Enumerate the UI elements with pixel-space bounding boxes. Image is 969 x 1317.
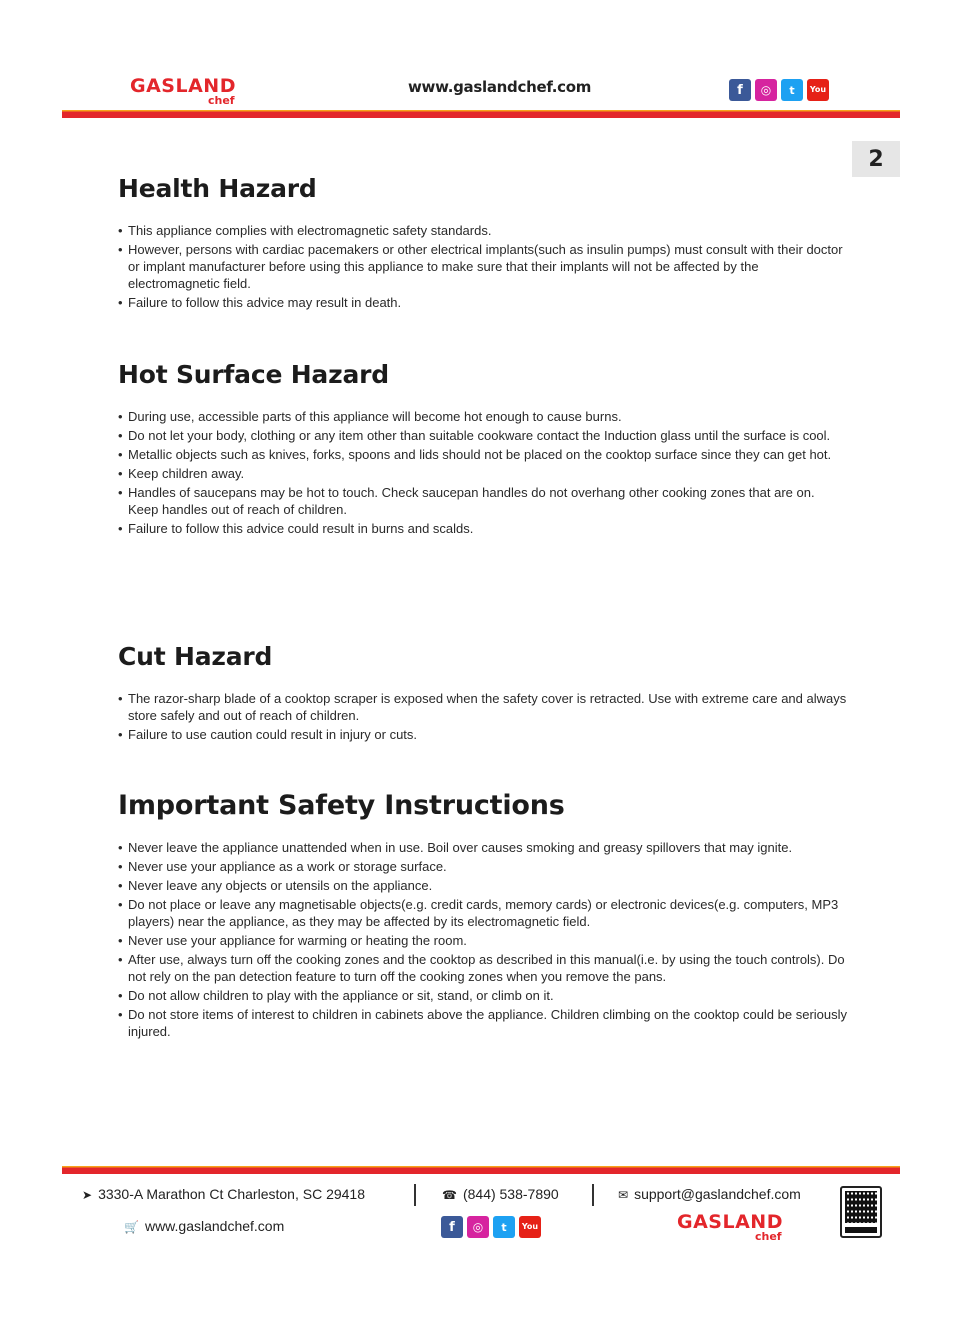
section-title: Health Hazard [118,174,317,203]
section-title: Important Safety Instructions [118,790,565,821]
section-health-hazard [118,174,848,313]
logo-subtext: chef [208,94,235,107]
phone-text: (844) 538-7890 [462,1186,559,1202]
facebook-icon[interactable]: f [729,79,751,101]
list-item: • Do not place or leave any magnetisable objects(e.g. credit cards, memory cards) or electronic devices(e.g. computers, MP3 players) near the appliance, as they may be affected by its electromagnetic field. [118,896,848,930]
list-item: • Never use your appliance for warming or heating the room. [118,932,848,949]
youtube-icon[interactable]: You [807,79,829,101]
footer-phone[interactable] [442,1186,559,1202]
twitter-icon[interactable]: t [781,79,803,101]
list-item: • Failure to follow this advice could result in burns and scalds. [118,520,848,537]
instagram-icon[interactable]: ◎ [755,79,777,101]
list-item: • Failure to follow this advice may result in death. [118,294,848,311]
bullet-list [118,839,848,1040]
list-item: • This appliance complies with electromagnetic safety standards. [118,222,848,239]
footer-gasland-logo [677,1212,807,1248]
logo-text: GASLAND [677,1211,783,1233]
list-item: • However, persons with cardiac pacemakers or other electrical implants(such as insulin pumps) must consult with their doctor or implant manufacturer before using this appliance to make sure that their implants will not be affected by the electromagnetic field. [118,241,848,292]
footer-address [82,1186,365,1202]
list-item: • Do not let your body, clothing or any item other than suitable cookware contact the Induction glass until the surface is cool. [118,427,848,444]
list-item: • After use, always turn off the cooking zones and the cooktop as described in this manual(i.e. by using the touch controls). Do not rely on the pan detection feature to turn off the cooking zones when you remove the pans. [118,951,848,985]
social-links [729,79,829,101]
list-item: • Never leave the appliance unattended when in use. Boil over causes smoking and greasy spillovers that may ignite. [118,839,848,856]
section-title: Hot Surface Hazard [118,360,389,389]
location-arrow-icon: ➤ [82,1188,93,1202]
section-cut-hazard [118,642,848,745]
section-title: Cut Hazard [118,642,273,671]
list-item: • Keep children away. [118,465,848,482]
divider [592,1184,594,1206]
section-hot-surface-hazard [118,360,848,539]
logo-subtext: chef [755,1230,782,1243]
website-link[interactable]: www.gaslandchef.com [408,78,592,96]
list-item: • Never leave any objects or utensils on the appliance. [118,877,848,894]
youtube-icon[interactable]: You [519,1216,541,1238]
mail-icon: ✉ [618,1188,629,1202]
logo-text: GASLAND [130,75,236,97]
list-item: • Failure to use caution could result in injury or cuts. [118,726,848,743]
instagram-icon[interactable]: ◎ [467,1216,489,1238]
cart-icon: 🛒 [124,1220,139,1234]
address-text: 3330-A Marathon Ct Charleston, SC 29418 [98,1186,365,1202]
email-text: support@gaslandchef.com [634,1186,801,1202]
website-text: www.gaslandchef.com [144,1218,285,1234]
page-number: 2 [852,141,900,177]
list-item: • During use, accessible parts of this appliance will become hot enough to cause burns. [118,408,848,425]
bullet-list [118,408,848,537]
bullet-list [118,690,848,743]
facebook-icon[interactable]: f [441,1216,463,1238]
phone-icon: ☎ [442,1188,457,1202]
twitter-icon[interactable]: t [493,1216,515,1238]
footer-email[interactable] [618,1186,801,1202]
list-item: • Do not store items of interest to children in cabinets above the appliance. Children climbing on the cooktop could be seriously injured. [118,1006,848,1040]
footer-social-links [441,1216,541,1238]
divider [414,1184,416,1206]
list-item: • The razor-sharp blade of a cooktop scraper is exposed when the safety cover is retracted. Use with extreme care and always store safely and out of reach of children. [118,690,848,724]
list-item: • Do not allow children to play with the appliance or sit, stand, or climb on it. [118,987,848,1004]
page-footer [62,1176,900,1256]
header-stripe [62,110,900,118]
qr-code-icon [840,1186,882,1238]
list-item: • Metallic objects such as knives, forks, spoons and lids should not be placed on the cooktop surface since they can get hot. [118,446,848,463]
section-important-safety-instructions [118,791,848,1042]
footer-website[interactable] [124,1218,284,1234]
gasland-logo [130,76,260,112]
list-item: • Handles of saucepans may be hot to touch. Check saucepan handles do not overhang other cooking zones that are on. Keep handles out of reach of children. [118,484,848,518]
list-item: • Never use your appliance as a work or storage surface. [118,858,848,875]
footer-stripe [62,1166,900,1174]
bullet-list [118,222,848,311]
